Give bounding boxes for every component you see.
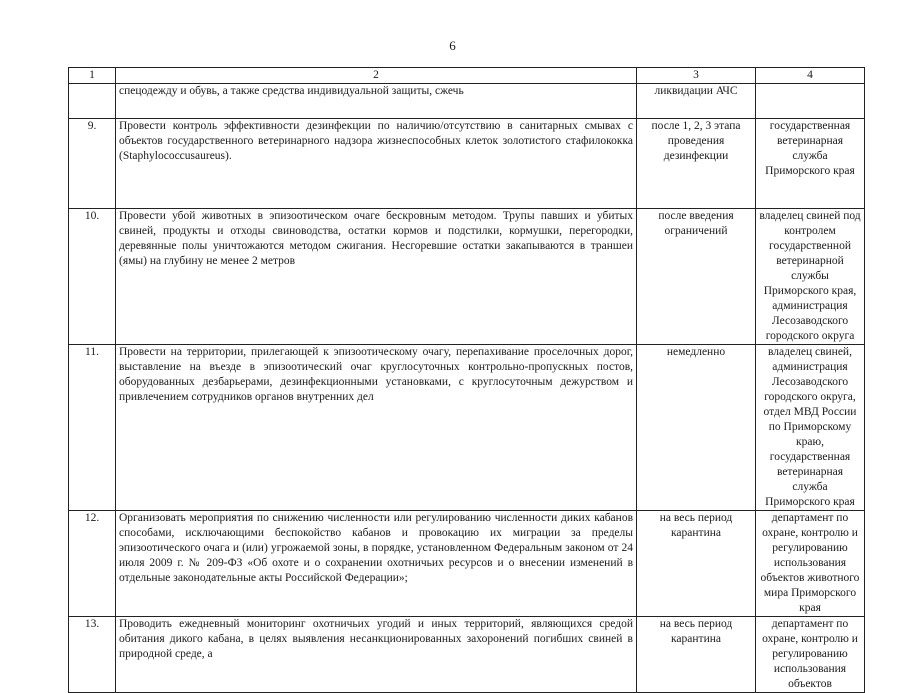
table-row xyxy=(69,209,865,345)
measure-text: Провести убой животных в эпизоотическом очаге бескровным методом. Трупы павших и убитых свиней, продукты и отходы свиноводства, остатки кормов и подстилки, кормушки, перегородки, деревянные полы уничтожаются методом сжигания. Несгоревшие остатки закапываются в траншеи (ямы) на глубину не менее 2 метров xyxy=(116,209,637,345)
timing-cell: после 1, 2, 3 этапа проведения дезинфекции xyxy=(637,119,756,209)
measure-text: Организовать мероприятия по снижению численности или регулированию численности диких кабанов способами, исключающими беспокойство кабанов и провокацию их миграции за пределы эпизоотического очага и (или) угрожаемой зоны, в порядке, установленном Федеральным законом от 24 июля 2009 г. № 209-ФЗ «Об охоте и о сохранении охотничьих ресурсов и о внесении изменений в отдельные законодательные акты Российской Федерации»; xyxy=(116,511,637,617)
row-number: 9. xyxy=(69,119,116,209)
table-header-row xyxy=(69,68,865,84)
responsible-cell: государственная ветеринарная служба Приморского края xyxy=(756,119,865,209)
measures-table xyxy=(68,67,865,693)
row-number: 12. xyxy=(69,511,116,617)
timing-cell: на весь период карантина xyxy=(637,511,756,617)
table-row xyxy=(69,119,865,209)
page-number: 6 xyxy=(449,38,456,53)
table-row xyxy=(69,345,865,511)
row-number: 13. xyxy=(69,617,116,693)
row-number xyxy=(69,84,116,119)
column-header: 4 xyxy=(756,68,865,84)
row-number: 11. xyxy=(69,345,116,511)
measure-text: спецодежду и обувь, а также средства индивидуальной защиты, сжечь xyxy=(116,84,637,119)
responsible-cell: департамент по охране, контролю и регулированию использования объектов животного мира Приморского края xyxy=(756,511,865,617)
measure-text: Провести на территории, прилегающей к эпизоотическому очагу, перепахивание проселочных дорог, выставление на въезде в эпизоотический очаг круглосуточных контрольно-пропускных постов, оборудованных дезбарьерами, дезинфекционными установками, с круглосуточным дежурством и привлечением сотрудников органов внутренних дел xyxy=(116,345,637,511)
column-header: 3 xyxy=(637,68,756,84)
measure-text: Проводить ежедневный мониторинг охотничьих угодий и иных территорий, являющихся средой обитания дикого кабана, в целях выявления несанкционированных захоронений погибших свиней в природной среде, а xyxy=(116,617,637,693)
timing-cell: ликвидации АЧС xyxy=(637,84,756,119)
table-row xyxy=(69,511,865,617)
responsible-cell: департамент по охране, контролю и регулированию использования объектов xyxy=(756,617,865,693)
column-header: 2 xyxy=(116,68,637,84)
responsible-cell: владелец свиней под контролем государственной ветеринарной службы Приморского края, администрация Лесозаводского городского округа xyxy=(756,209,865,345)
row-number: 10. xyxy=(69,209,116,345)
column-header: 1 xyxy=(69,68,116,84)
responsible-cell: владелец свиней, администрация Лесозаводского городского округа, отдел МВД России по Приморскому краю, государственная ветеринарная служба Приморского края xyxy=(756,345,865,511)
responsible-cell xyxy=(756,84,865,119)
timing-cell: на весь период карантина xyxy=(637,617,756,693)
timing-cell: немедленно xyxy=(637,345,756,511)
table-row xyxy=(69,617,865,693)
table-row xyxy=(69,84,865,119)
timing-cell: после введения ограничений xyxy=(637,209,756,345)
measure-text: Провести контроль эффективности дезинфекции по наличию/отсутствию в санитарных смывах с объектов государственного ветеринарного надзора жизнеспособных клеток золотистого стафилококка (Staphylococcusaureus). xyxy=(116,119,637,209)
